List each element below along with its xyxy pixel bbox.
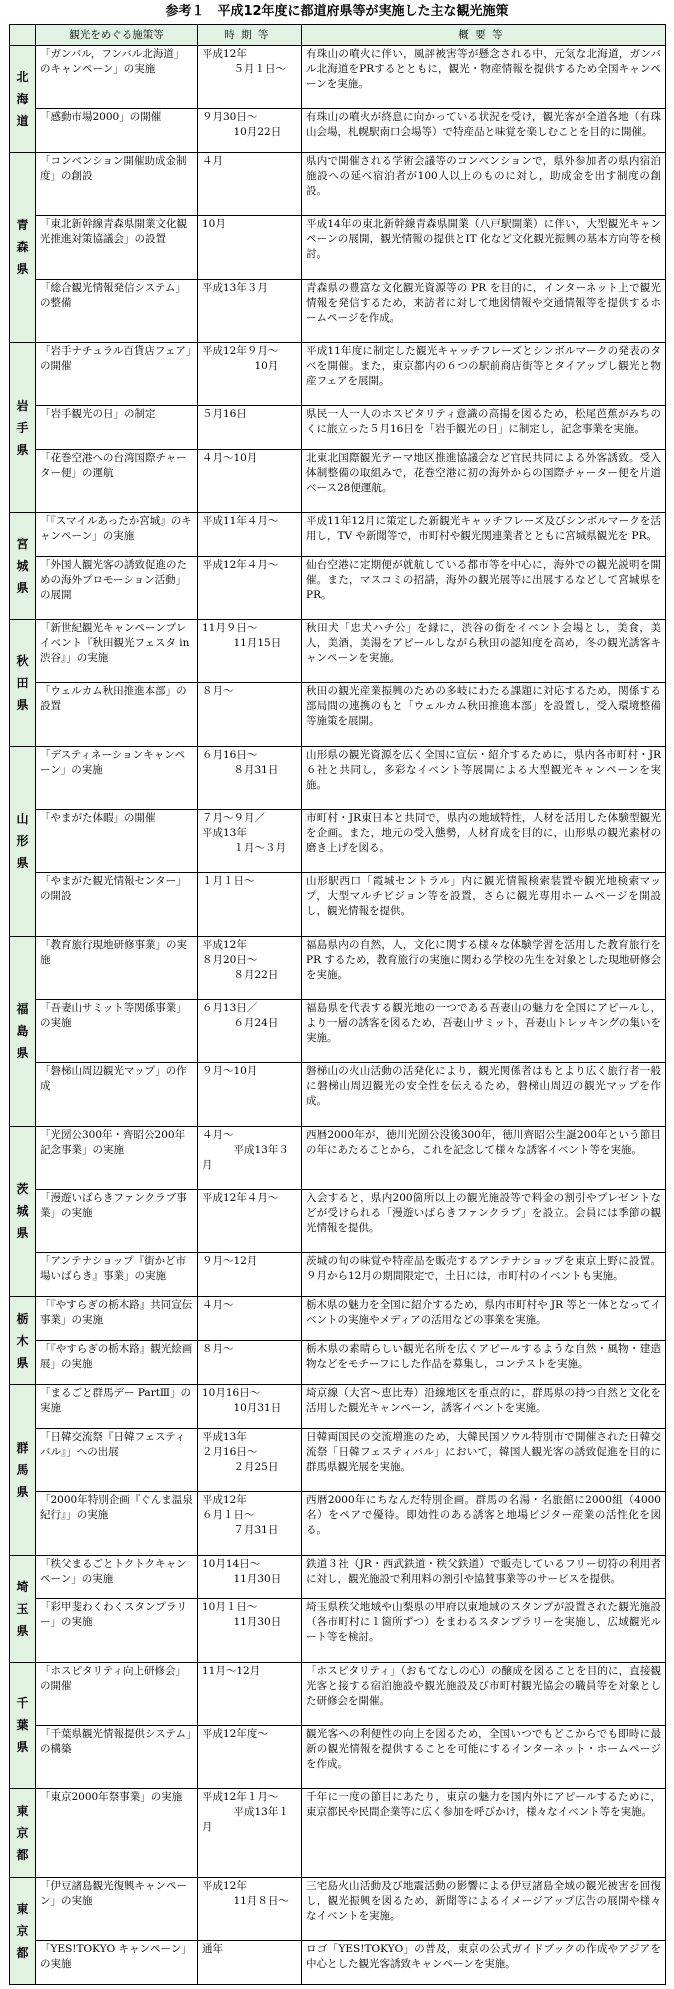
table-row: [10, 1877, 666, 1940]
measure-cell: 「『スマイルあったか宮城』のキャンペーン」の実施: [36, 513, 198, 557]
table-row: [10, 746, 666, 809]
table-row: [10, 1341, 666, 1385]
measure-cell: 「伊豆諸島観光復興キャンペーン」の実施: [36, 1877, 198, 1940]
summary-cell: 山形県の観光資源を広く全国に宣伝・紹介するために，県内各市町村・JR６社と共同し，多彩なイベント等展開による大型観光キャンペーンを実施。: [302, 746, 666, 809]
summary-cell: 栃木県の素晴らしい観光名所を広くアピールするような自然・風物・建造物などをモチーフにした作品を募集し，コンテストを実施。: [302, 1341, 666, 1385]
table-row: [10, 620, 666, 683]
prefecture-cell: [10, 342, 36, 512]
measure-cell: 「彩甲斐わくわくスタンプラリー」の実施: [36, 1599, 198, 1662]
table-row: [10, 513, 666, 557]
period-cell: １月１日～: [198, 873, 302, 936]
measure-cell: 「やまがた体暇」の開催: [36, 810, 198, 873]
table-row: [10, 810, 666, 873]
measure-cell: 「教育旅行現地研修事業」の実施: [36, 936, 198, 999]
summary-cell: 秋田の観光産業振興のための多岐にわたる課題に対応するため，関係する部局間の連携のもと「ウェルカム秋田推進本部」を設置し，受入環境整備等施策を展開。: [302, 683, 666, 746]
table-row: [10, 1297, 666, 1341]
prefecture-cell: [10, 1385, 36, 1555]
period-cell: ６月13日／ ６月24日: [198, 1000, 302, 1063]
summary-cell: ロゴ「YES!TOKYO」の普及，東京の公式ガイドブックの作成やアジアを中心とした観光客誘致キャンペーンを実施。: [302, 1941, 666, 1985]
period-cell: ７月～９月／ 平成13年 １月～３月: [198, 810, 302, 873]
period-cell: 平成11年４月～: [198, 513, 302, 557]
period-cell: ９月30日～ 10月22日: [198, 109, 302, 153]
table-row: [10, 46, 666, 109]
prefecture-cell: [10, 513, 36, 620]
measure-cell: 「総合観光情報発信システム」の整備: [36, 279, 198, 342]
summary-cell: 千年に一度の節目にあたり，東京の魅力を国内外にアピールするために，東京都民や民間企業等に広く参加を呼びかけ，様々なイベント等を実施。: [302, 1789, 666, 1877]
prefecture-cell: [10, 46, 36, 153]
table-row: [10, 109, 666, 153]
measure-cell: 「日韓交流祭『日韓フェスティバル』」への出展: [36, 1428, 198, 1491]
table-row: [10, 1253, 666, 1297]
prefecture-name: 千葉県: [16, 1696, 29, 1755]
period-cell: 通年: [198, 1941, 302, 1985]
summary-cell: 入会すると，県内200箇所以上の観光施設等で料金の割引やプレゼントなどが受けられる「漫遊いばらきファンクラブ」を設立。会員には季節の観光情報を提供。: [302, 1190, 666, 1253]
measure-cell: 「秩父まるごとトクトクキャンペーン」の実施: [36, 1555, 198, 1599]
table-row: [10, 683, 666, 746]
prefecture-name: 埼玉県: [16, 1579, 29, 1638]
period-cell: ４月～: [198, 1297, 302, 1341]
measure-cell: 「『やすらぎの栃木路』観光絵画展」の実施: [36, 1341, 198, 1385]
table-row: [10, 1725, 666, 1788]
period-cell: 10月16日～ 10月31日: [198, 1385, 302, 1429]
measure-cell: 「花巻空港への台湾国際チャーター便」の運航: [36, 449, 198, 512]
measure-cell: 「デスティネーションキャンペーン」の実施: [36, 746, 198, 809]
table-row: [10, 152, 666, 215]
measure-cell: 「岩手ナチュラル百貨店フェア」の開催: [36, 342, 198, 405]
header-period: 時期等: [198, 25, 302, 46]
table-row: [10, 1126, 666, 1189]
summary-cell: 埼玉県秩父地域や山梨県の甲府以東地域のスタンプが設置された観光施設（各市町村に１箇所ずつ）をまわるスタンプラリーを実施し，広域観光ルート等を検討。: [302, 1599, 666, 1662]
period-cell: 平成12年 ６月１日～ ７月31日: [198, 1492, 302, 1555]
table-row: [10, 1662, 666, 1725]
period-cell: 平成12年 ５月１日～: [198, 46, 302, 109]
table-row: [10, 1385, 666, 1429]
table-row: [10, 936, 666, 999]
prefecture-name: 岩手県: [16, 398, 29, 457]
prefecture-name: 青森県: [16, 218, 29, 277]
table-row: [10, 1492, 666, 1555]
prefecture-cell: [10, 1789, 36, 1877]
summary-cell: 栃木県の魅力を全国に紹介するため，県内市町村や JR 等と一体となってイベントの実施やメディアの活用などの事業を実施。: [302, 1297, 666, 1341]
period-cell: ９月～10月: [198, 1063, 302, 1126]
prefecture-name: 北海道: [16, 69, 29, 128]
measure-cell: 「千葉県観光情報提供システム」の構築: [36, 1725, 198, 1788]
measure-cell: 「吾妻山サミット等関係事業」の実施: [36, 1000, 198, 1063]
table-row: [10, 1599, 666, 1662]
table-row: [10, 1555, 666, 1599]
table-header-row: [10, 25, 666, 46]
summary-cell: 日韓両国民の交流増進のため，大韓民国ソウル特別市で開催された日韓交流祭「日韓フェスティバル」において，韓国人観光客の誘致促進を目的に群馬県観光展を実施。: [302, 1428, 666, 1491]
measure-cell: 「漫遊いばらきファンクラブ事業」の実施: [36, 1190, 198, 1253]
table-row: [10, 216, 666, 279]
period-cell: 平成12年 ８月20日～ ８月22日: [198, 936, 302, 999]
summary-cell: 茨城の旬の味覚や特産品を販売するアンテナショップを東京上野に設置。９月から12月の期間限定で，土日には，市町村のイベントも実施。: [302, 1253, 666, 1297]
summary-cell: 平成11年12月に策定した新観光キャッチフレーズ及びシンボルマークを活用し，TV や新聞等で，市町村や観光関連業者とともに宮城県観光を PR。: [302, 513, 666, 557]
period-cell: 平成12年４月～: [198, 1190, 302, 1253]
period-cell: ９月～12月: [198, 1253, 302, 1297]
measure-cell: 「ホスピタリティ向上研修会」の開催: [36, 1662, 198, 1725]
period-cell: 平成13年３月: [198, 279, 302, 342]
measures-table: [9, 24, 666, 1985]
measure-cell: 「『やすらぎの栃木路』共同宣伝事業」の実施: [36, 1297, 198, 1341]
period-cell: 平成12年９月～ 10月: [198, 342, 302, 405]
prefecture-cell: [10, 936, 36, 1126]
table-row: [10, 873, 666, 936]
prefecture-name: 栃木県: [16, 1311, 29, 1370]
table-row: [10, 556, 666, 619]
period-cell: 10月14日～ 11月30日: [198, 1555, 302, 1599]
table-row: [10, 342, 666, 405]
measure-cell: 「ガンバル，フンバル北海道」のキャンペーン」の実施: [36, 46, 198, 109]
prefecture-cell: [10, 1297, 36, 1385]
summary-cell: 県民一人一人のホスピタリティ意識の高揚を図るため，松尾芭蕉がみちのくに旅立った５月16日を「岩手観光の日」に制定し，記念事業を実施。: [302, 406, 666, 450]
summary-cell: 市町村・JR東日本と共同で，県内の地域特性，人材を活用した体験型観光を企画。また，地元の受入態勢，人材育成を目的に，山形県の観光素材の磨き上げを図る。: [302, 810, 666, 873]
prefecture-cell: [10, 1126, 36, 1296]
prefecture-name: 秋田県: [16, 653, 29, 712]
summary-cell: 観光客への利便性の向上を図るため，全国いつでもどこからでも即時に最新の観光情報を提供することを可能にするインターネット・ホームページを作成。: [302, 1725, 666, 1788]
period-cell: 平成12年４月～: [198, 556, 302, 619]
prefecture-cell: [10, 1877, 36, 1984]
measure-cell: 「まるごと群馬デー PartⅢ」の実施: [36, 1385, 198, 1429]
measure-cell: 「やまがた観光情報センター」の開設: [36, 873, 198, 936]
period-cell: 平成12年 11月８日～: [198, 1877, 302, 1940]
page-title: 参考１ 平成12年度に都道府県等が実施した主な観光施策: [165, 4, 509, 19]
summary-cell: 西暦2000年が，徳川光圀公没後300年，徳川齊昭公生誕200年という節目の年にあたることから，これを記念して様々な誘客イベント等を実施。: [302, 1126, 666, 1189]
measure-cell: 「磐梯山周辺観光マップ」の作成: [36, 1063, 198, 1126]
prefecture-cell: [10, 620, 36, 747]
prefecture-name: 福島県: [16, 1002, 29, 1061]
table-row: [10, 449, 666, 512]
table-row: [10, 279, 666, 342]
table-row: [10, 406, 666, 450]
summary-cell: 西暦2000年にちなんだ特別企画。群馬の名湯・名旅館に2000組（4000名）をペアで優待。即効性のある誘客と地場ビジター産業の活性化を図る。: [302, 1492, 666, 1555]
header-prefecture: [10, 25, 36, 46]
table-row: [10, 1063, 666, 1126]
period-cell: 平成12年度～: [198, 1725, 302, 1788]
summary-cell: 埼京線（大宮～恵比寿）沿線地区を重点的に，群馬県の持つ自然と文化を活用した観光キャンペーン，誘客イベントを実施。: [302, 1385, 666, 1429]
measure-cell: 「感動市場2000」の開催: [36, 109, 198, 153]
measure-cell: 「コンベンション開催助成金制度」の創設: [36, 152, 198, 215]
measure-cell: 「東北新幹線青森県開業文化観光推進対策協議会」の設置: [36, 216, 198, 279]
summary-cell: 仙台空港に定期便が就航している都市等を中心に，海外での観光説明を開催。また，マスコミの招請，海外の観光展等に出展するなどして宮城県を PR。: [302, 556, 666, 619]
summary-cell: 三宅島火山活動及び地震活動の影響による伊豆諸島全域の観光被害を回復し，観光振興を図るため，新聞等によるイメージアップ広告の展開や様々なイベントを実施。: [302, 1877, 666, 1940]
measure-cell: 「2000年特別企画『ぐんま温泉紀行』」の実施: [36, 1492, 198, 1555]
period-cell: ４月: [198, 152, 302, 215]
prefecture-name: 茨城県: [16, 1182, 29, 1241]
prefecture-name: 山形県: [16, 812, 29, 871]
summary-cell: 北東北国際観光テーマ地区推進協議会など官民共同による外客誘致。受入体制整備の取組みで，花巻空港に初の海外からの国際チャーター便を片道ベース28便運航。: [302, 449, 666, 512]
table-row: [10, 1190, 666, 1253]
summary-cell: 「ホスピタリティ」（おもてなしの心）の醸成を図ることを目的に，直接観光客と接する宿泊施設や観光施設及び市町村観光協会の職員等を対象とした研修会を開催。: [302, 1662, 666, 1725]
measure-cell: 「新世紀観光キャンペーンプレイベント『秋田観光フェスタ in 渋谷』」の実施: [36, 620, 198, 683]
summary-cell: 有珠山の噴火が終息に向かっている状況を受け，観光客が全道各地（有珠山会場，札幌駅南口会場等）で特産品と味覚を楽しむことを目的に開催。: [302, 109, 666, 153]
period-cell: 平成12年１月～ 平成13年１月: [198, 1789, 302, 1877]
summary-cell: 平成14年の東北新幹線青森県開業（八戸駅開業）に伴い，大型観光キャンペーンの展開，観光情報の提供とIT 化など文化観光振興の基本方向等を検討。: [302, 216, 666, 279]
prefecture-name: 東京都: [16, 1901, 29, 1960]
table-row: [10, 1789, 666, 1877]
period-cell: ６月16日～ ８月31日: [198, 746, 302, 809]
prefecture-cell: [10, 1555, 36, 1662]
prefecture-name: 宮城県: [16, 537, 29, 596]
table-row: [10, 1941, 666, 1985]
period-cell: ８月～: [198, 1341, 302, 1385]
summary-cell: 磐梯山の火山活動の活発化により，観光関係者はもとより広く旅行者一般に磐梯山周辺観光の安全性を伝えるため，磐梯山周辺の観光マップを作成。: [302, 1063, 666, 1126]
measure-cell: 「ウェルカム秋田推進本部」の設置: [36, 683, 198, 746]
prefecture-cell: [10, 152, 36, 342]
summary-cell: 福島県を代表する観光地の一つである吾妻山の魅力を全国にアピールし，より一層の誘客を図るため，吾妻山サミット，吾妻山トレッキングの集いを実施。: [302, 1000, 666, 1063]
prefecture-name: 東京都: [16, 1803, 29, 1862]
summary-cell: 鉄道３社（JR・西武鉄道・秩父鉄道）で販売しているフリー切符の利用者に対し，観光施設で利用料の割引や協賛事業等のサービスを提供。: [302, 1555, 666, 1599]
measure-cell: 「YES!TOKYO キャンペーン」の実施: [36, 1941, 198, 1985]
period-cell: 10月１日～ 11月30日: [198, 1599, 302, 1662]
period-cell: 平成13年 ２月16日～ ２月25日: [198, 1428, 302, 1491]
measure-cell: 「東京2000年祭事業」の実施: [36, 1789, 198, 1877]
header-summary: 概要等: [302, 25, 666, 46]
summary-cell: 福島県内の自然，人，文化に関する様々な体験学習を活用した教育旅行を PR するため，教育旅行の実施に関わる学校の先生を対象とした現地研修会を実施。: [302, 936, 666, 999]
table-body: [10, 46, 666, 1985]
summary-cell: 青森県の豊富な文化観光資源等の PR を目的に，インターネット上で観光情報を発信するため，来訪者に対して地図情報や交通情報等を提供するホームページを作成。: [302, 279, 666, 342]
measure-cell: 「アンテナショップ『街かど市場いばらき』事業」の実施: [36, 1253, 198, 1297]
period-cell: ８月～: [198, 683, 302, 746]
measure-cell: 「光圀公300年・齊昭公200年記念事業」の実施: [36, 1126, 198, 1189]
summary-cell: 秋田犬「忠犬ハチ公」を縁に，渋谷の街をイベント会場とし，美食，美人，美酒，美湯をアピールしながら秋田の認知度を高め，冬の観光誘客キャンペーンを実施。: [302, 620, 666, 683]
prefecture-cell: [10, 1662, 36, 1789]
period-cell: ４月～10月: [198, 449, 302, 512]
header-measures: 観光をめぐる施策等: [36, 25, 198, 46]
period-cell: ４月～ 平成13年３月: [198, 1126, 302, 1189]
period-cell: 10月: [198, 216, 302, 279]
summary-cell: 平成11年度に制定した観光キャッチフレーズとシンボルマークの発表のタベを開催。また，東京都内の６つの駅前商店街等とタイアップし観光と物産フェアを展開。: [302, 342, 666, 405]
table-row: [10, 1000, 666, 1063]
period-cell: ５月16日: [198, 406, 302, 450]
prefecture-cell: [10, 746, 36, 936]
measure-cell: 「岩手観光の日」の制定: [36, 406, 198, 450]
summary-cell: 県内で開催される学術会議等のコンベンションで，県外参加者の県内宿泊施設への延べ宿泊者が100人以上のものに対し，助成金を出す制度の創設。: [302, 152, 666, 215]
period-cell: 11月９日～ 11月15日: [198, 620, 302, 683]
summary-cell: 山形駅西口「霞城セントラル」内に観光情報検索装置や観光地検索マップ，大型マルチビジョン等を設置，さらに観光専用ホームページを開設し，観光情報を提供。: [302, 873, 666, 936]
prefecture-name: 群馬県: [16, 1441, 29, 1500]
summary-cell: 有珠山の噴火に伴い，風評被害等が懸念される中，元気な北海道，ガンバル北海道をPRするとともに，観光・物産情報を提供するため全国キャンペーンを実施。: [302, 46, 666, 109]
table-row: [10, 1428, 666, 1491]
period-cell: 11月～12月: [198, 1662, 302, 1725]
measure-cell: 「外国人観光客の誘致促進のための海外プロモーション活動」の展開: [36, 556, 198, 619]
